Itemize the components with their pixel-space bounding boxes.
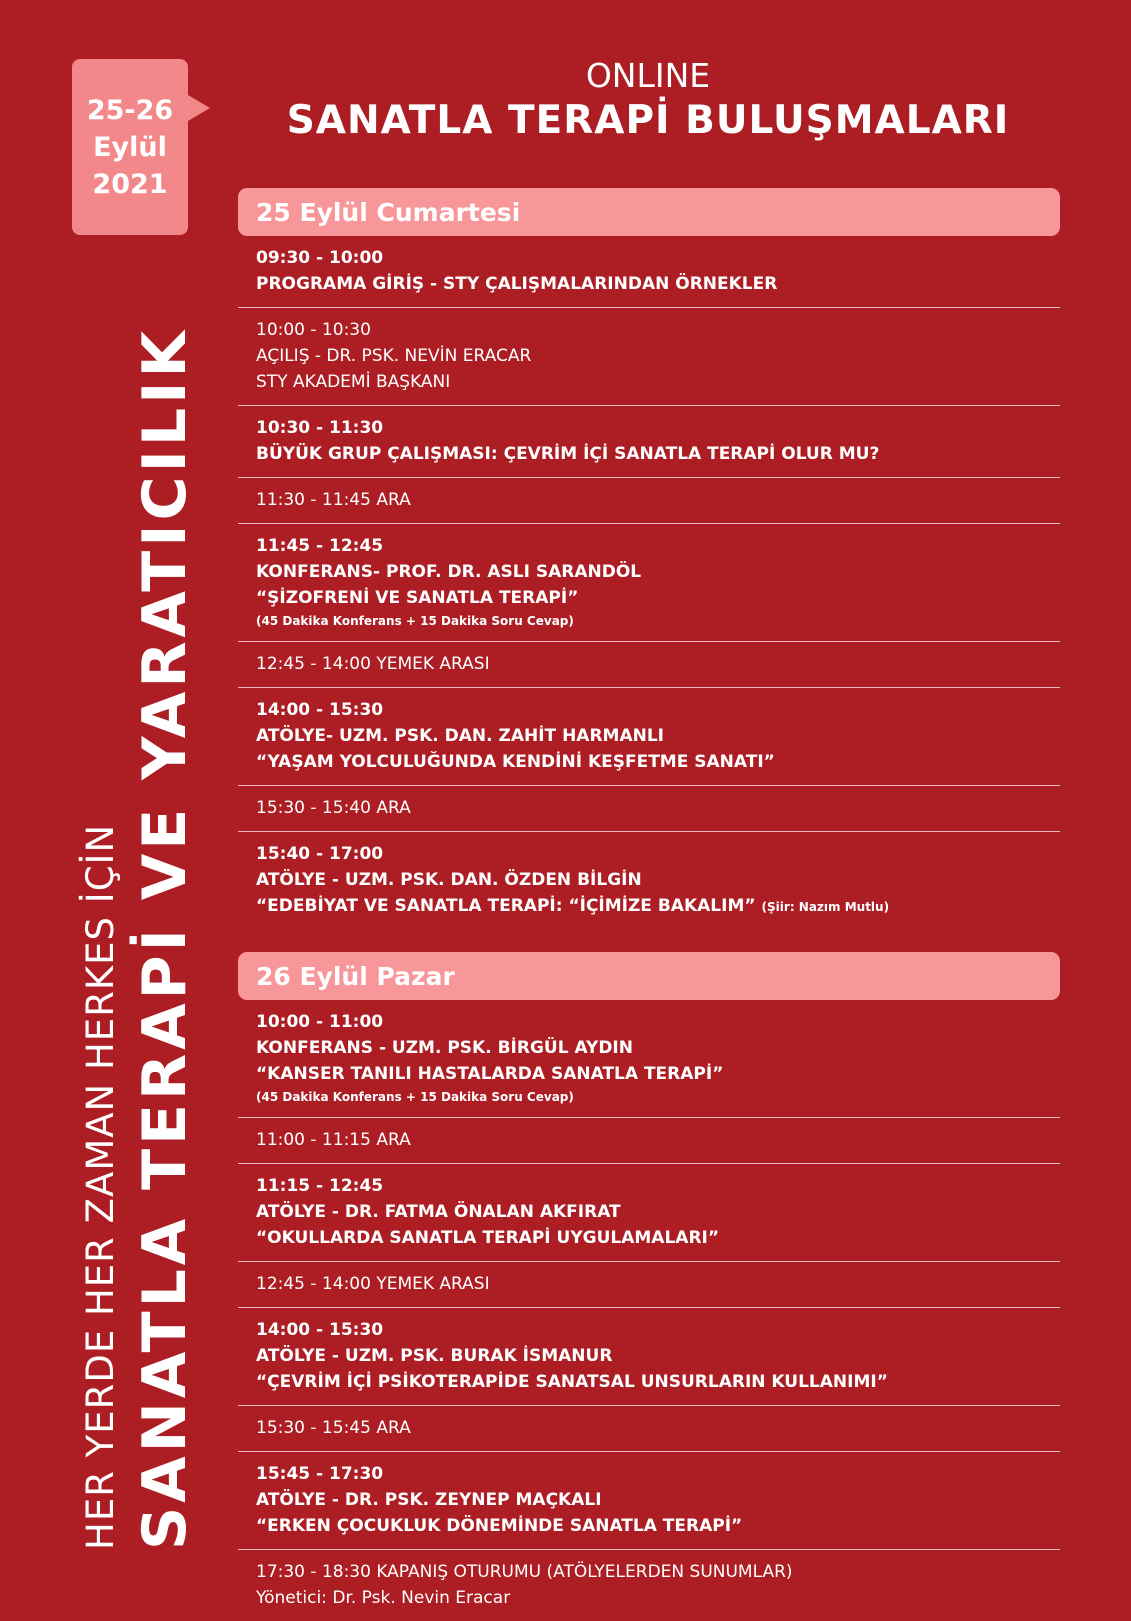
date-badge-year: 2021 (92, 168, 168, 200)
schedule-entry (238, 1452, 1060, 1550)
page-title: SANATLA TERAPİ BULUŞMALARI (286, 98, 1010, 143)
entry-time: 14:00 - 15:30 (256, 700, 384, 720)
schedule-entry (238, 832, 1060, 930)
date-badge-days: 25-26 (86, 94, 174, 126)
entry-time: 15:40 - 17:00 (256, 844, 384, 864)
entry-text-main: “EDEBİYAT VE SANATLA TERAPİ: “İÇİMİZE BAKALIM” (256, 896, 756, 916)
entry-time: 12:45 - 14:00 YEMEK ARASI (256, 1274, 490, 1294)
entry-text: PROGRAMA GİRİŞ - STY ÇALIŞMALARINDAN ÖRNEKLER (256, 274, 778, 294)
schedule-entry (238, 1550, 1060, 1621)
entry-text: Yönetici: Dr. Psk. Nevin Eracar (256, 1588, 511, 1608)
schedule-entry (238, 1164, 1060, 1262)
entry-time: 10:30 - 11:30 (256, 418, 384, 438)
entry-time: 09:30 - 10:00 (256, 248, 384, 268)
entry-time: 11:45 - 12:45 (256, 536, 384, 556)
entry-text: ATÖLYE- UZM. PSK. DAN. ZAHİT HARMANLI (256, 726, 664, 746)
entry-text: “OKULLARDA SANATLA TERAPİ UYGULAMALARI” (256, 1228, 720, 1248)
schedule-entry (238, 308, 1060, 406)
day-spacer (238, 930, 1060, 952)
entry-text: “ŞİZOFRENİ VE SANATLA TERAPİ” (256, 588, 579, 608)
schedule-entry (238, 1000, 1060, 1118)
entry-text: “ÇEVRİM İÇİ PSİKOTERAPİDE SANATSAL UNSURLARIN KULLANIMI” (256, 1372, 888, 1392)
entry-text: ATÖLYE - DR. PSK. ZEYNEP MAÇKALI (256, 1490, 602, 1510)
entry-text: ATÖLYE - UZM. PSK. DAN. ÖZDEN BİLGİN (256, 870, 642, 890)
entry-text: ATÖLYE - UZM. PSK. BURAK İSMANUR (256, 1346, 613, 1366)
schedule-entry (238, 688, 1060, 786)
entry-note: (45 Dakika Konferans + 15 Dakika Soru Cevap) (256, 614, 574, 628)
schedule-entry (238, 406, 1060, 478)
entry-time: 14:00 - 15:30 (256, 1320, 384, 1340)
schedule-entry (238, 478, 1060, 524)
entry-text: “KANSER TANILI HASTALARDA SANATLA TERAPİ” (256, 1064, 724, 1084)
schedule-entry (238, 786, 1060, 832)
schedule-entry (238, 524, 1060, 642)
schedule (238, 188, 1060, 1621)
day-heading: 25 Eylül Cumartesi (238, 188, 1060, 236)
entry-time: 11:15 - 12:45 (256, 1176, 384, 1196)
entry-text: KONFERANS- PROF. DR. ASLI SARANDÖL (256, 562, 642, 582)
schedule-entry (238, 1406, 1060, 1452)
schedule-entry (238, 1118, 1060, 1164)
entry-time: 17:30 - 18:30 KAPANIŞ OTURUMU (ATÖLYELERDEN SUNUMLAR) (256, 1562, 793, 1582)
vertical-slogan-light: HER YERDE HER ZAMAN HERKES İÇİN (79, 823, 122, 1550)
header-online: ONLINE (585, 56, 711, 95)
entry-text: “ERKEN ÇOCUKLUK DÖNEMİNDE SANATLA TERAPİ” (256, 1516, 743, 1536)
entry-time: 15:30 - 15:45 ARA (256, 1418, 411, 1438)
schedule-entry (238, 236, 1060, 308)
entry-text: BÜYÜK GRUP ÇALIŞMASI: ÇEVRİM İÇİ SANATLA TERAPİ OLUR MU? (256, 444, 880, 464)
entry-text: AÇILIŞ - DR. PSK. NEVİN ERACAR (256, 346, 532, 366)
vertical-slogan-heavy: SANATLA TERAPİ VE YARATICILIK (130, 327, 200, 1550)
day-heading: 26 Eylül Pazar (238, 952, 1060, 1000)
entry-text (256, 893, 1042, 920)
entry-inline-note: (Şiir: Nazım Mutlu) (761, 900, 890, 914)
page-header (238, 56, 1058, 146)
schedule-entry (238, 1262, 1060, 1308)
entry-text: KONFERANS - UZM. PSK. BİRGÜL AYDIN (256, 1038, 633, 1058)
entry-time: 11:00 - 11:15 ARA (256, 1130, 411, 1150)
entry-text: “YAŞAM YOLCULUĞUNDA KENDİNİ KEŞFETME SANATI” (256, 752, 775, 772)
entry-text: STY AKADEMİ BAŞKANI (256, 372, 451, 392)
entry-time: 12:45 - 14:00 YEMEK ARASI (256, 654, 490, 674)
entry-time: 15:45 - 17:30 (256, 1464, 384, 1484)
entry-time: 15:30 - 15:40 ARA (256, 798, 411, 818)
entry-text: ATÖLYE - DR. FATMA ÖNALAN AKFIRAT (256, 1202, 621, 1222)
schedule-entry (238, 1308, 1060, 1406)
entry-time: 10:00 - 10:30 (256, 320, 371, 340)
date-badge-month: Eylül (93, 131, 167, 163)
schedule-entry (238, 642, 1060, 688)
entry-time: 11:30 - 11:45 ARA (256, 490, 411, 510)
entry-time: 10:00 - 11:00 (256, 1012, 384, 1032)
entry-note: (45 Dakika Konferans + 15 Dakika Soru Cevap) (256, 1090, 574, 1104)
